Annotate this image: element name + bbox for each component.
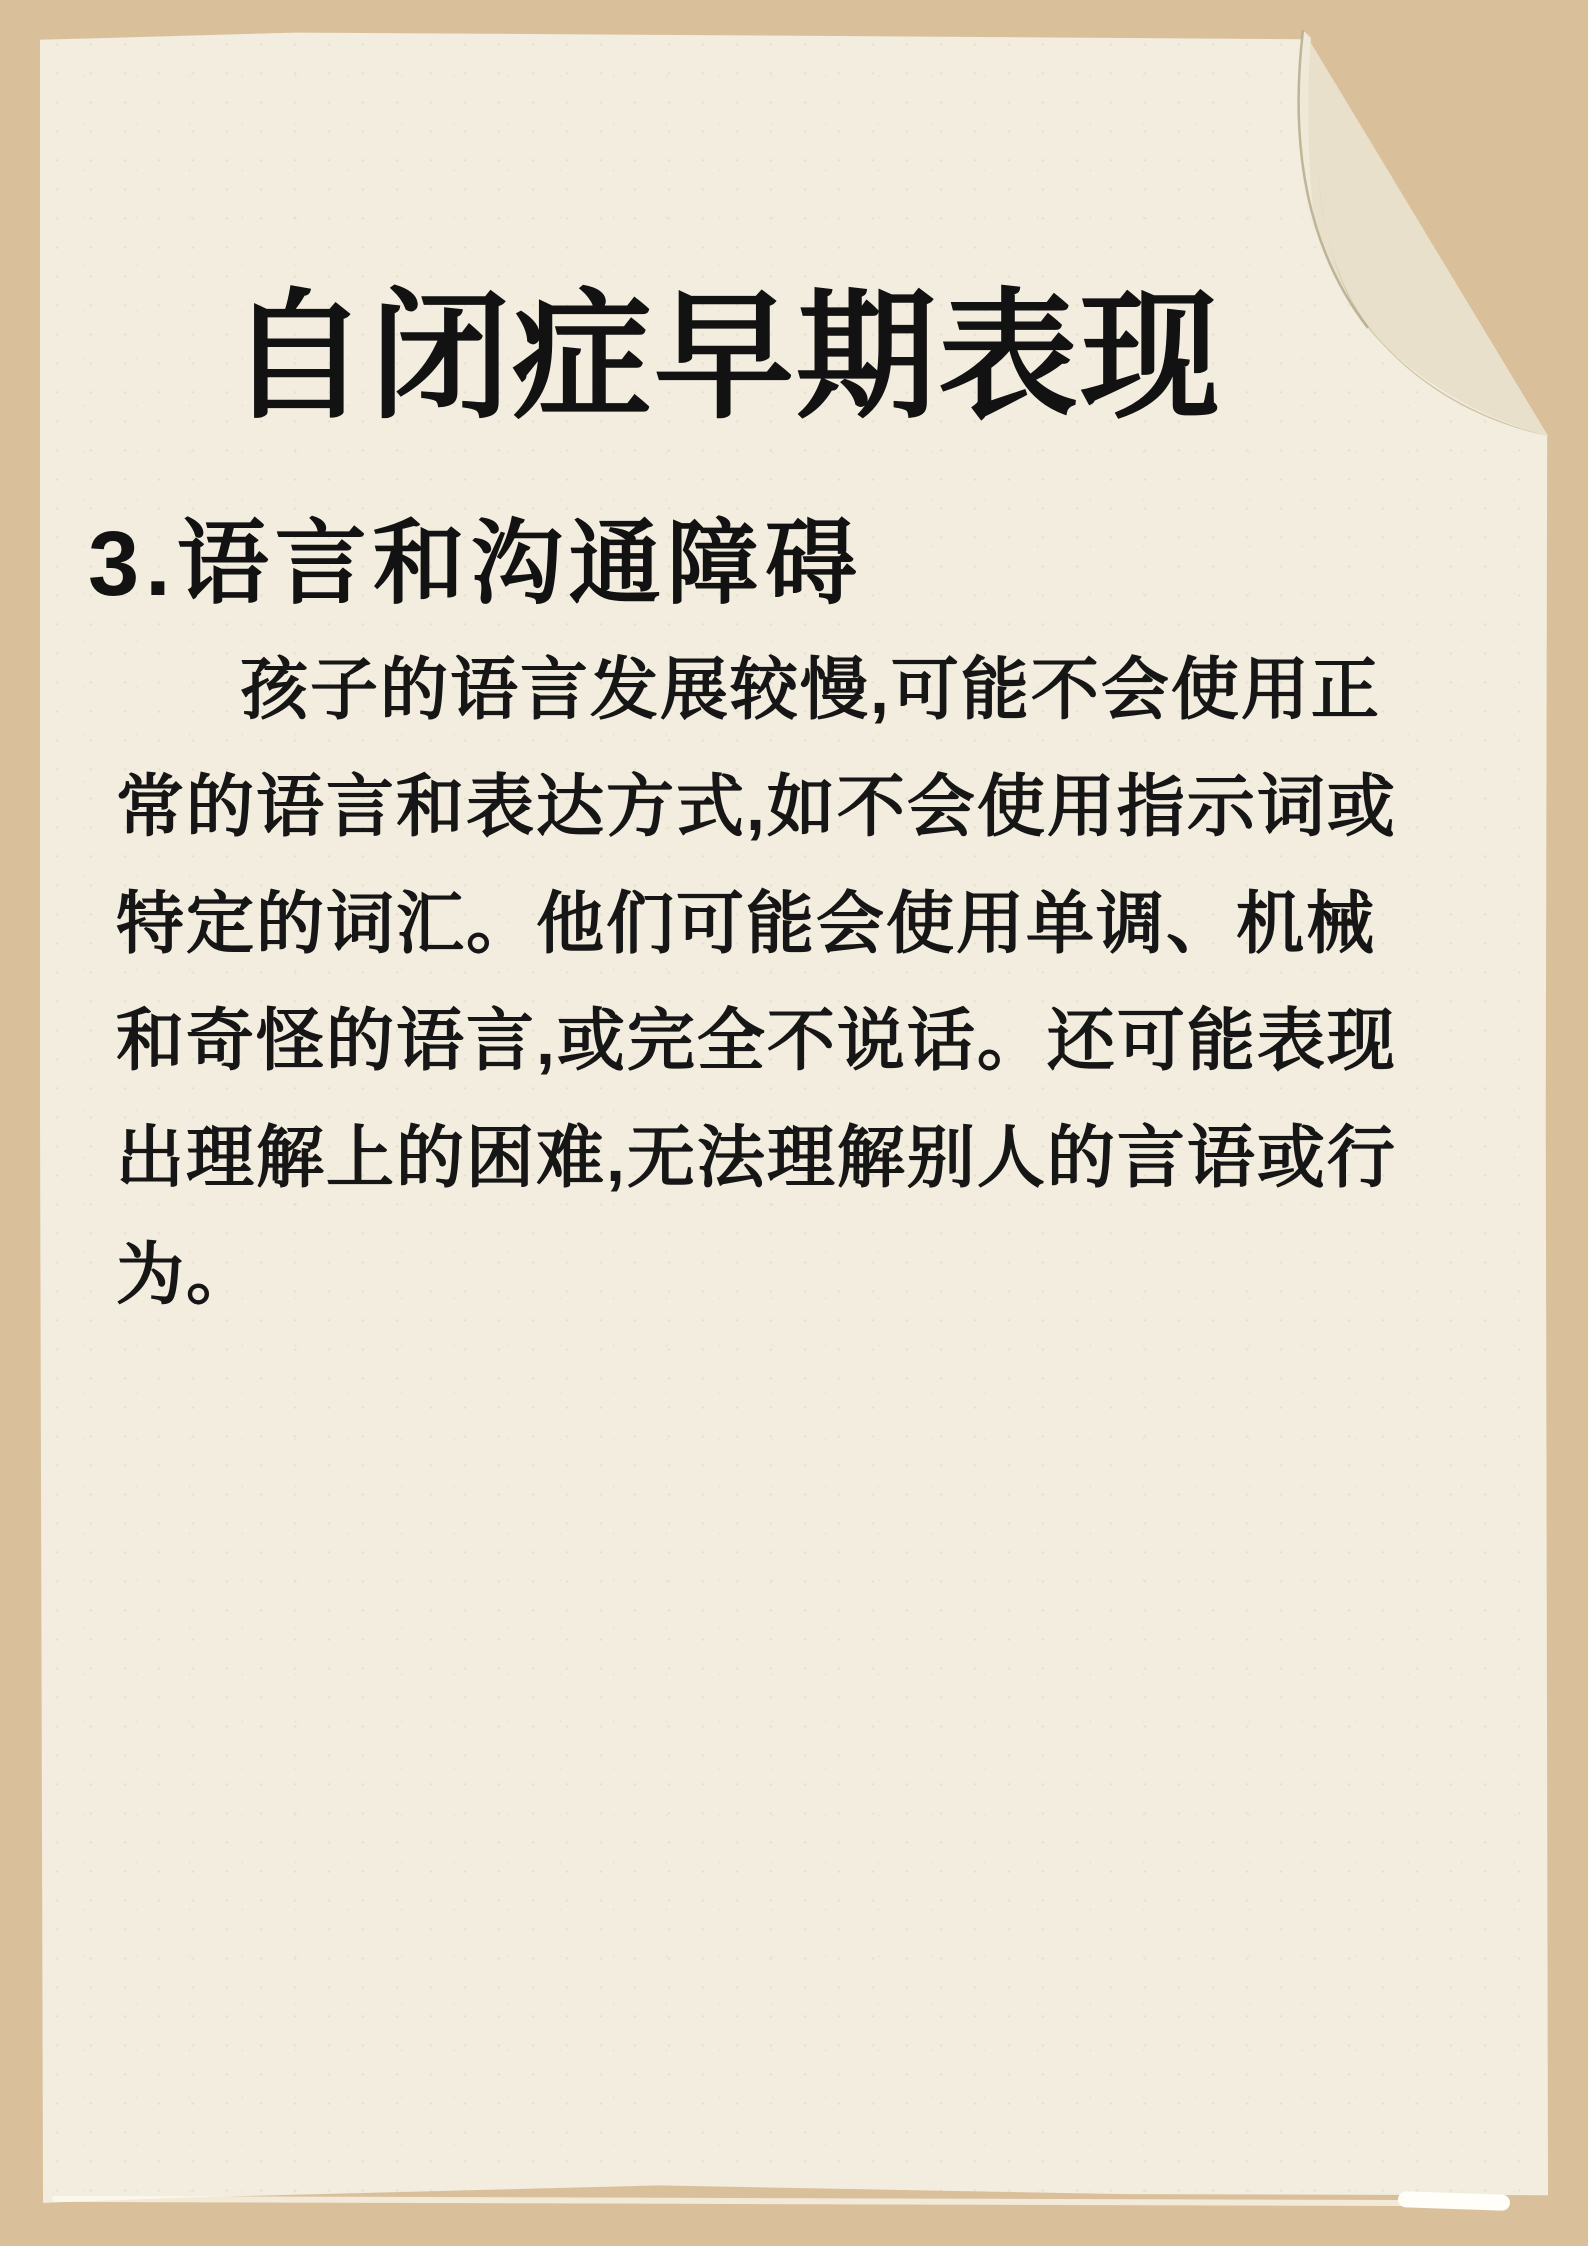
- body-line: 出理解上的困难,无法理解别人的言语或行: [116, 1120, 1397, 1196]
- body-line: 为。: [116, 1237, 257, 1313]
- body-line: 常的语言和表达方式,如不会使用指示词或: [116, 769, 1397, 845]
- paper-bottom-edge-highlight: [52, 2196, 1432, 2206]
- body-line: 孩子的语言发展较慢,可能不会使用正: [240, 652, 1381, 728]
- poster-title: 自闭症早期表现: [228, 277, 1223, 435]
- body-line: 和奇怪的语言,或完全不说话。还可能表现: [116, 1003, 1397, 1079]
- folded-corner-decoration: [1248, 30, 1548, 450]
- body-line: 特定的词汇。他们可能会使用单调、机械: [116, 886, 1377, 962]
- body-paragraph: [116, 632, 1396, 1334]
- paper-torn-edge-highlight: [1398, 2191, 1510, 2211]
- section-heading: 3.语言和沟通障碍: [88, 513, 863, 616]
